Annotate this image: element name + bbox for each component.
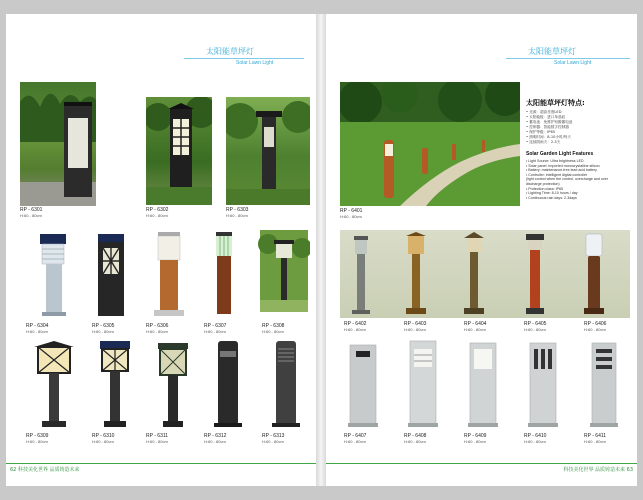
product-code: RP - 6405 (524, 321, 547, 327)
feature-item: • 保护等级：IP65 (526, 130, 556, 134)
product-label-6312 (204, 434, 226, 444)
product-code: RP - 6406 (584, 321, 607, 327)
product-height: H:60 - 80cm (262, 439, 284, 444)
product-code: RP - 6302 (146, 207, 169, 213)
feature-item: • 控制器：智能数字控制器 (526, 125, 569, 129)
lamp-6402 (352, 236, 370, 314)
feature-item: • 蓄电池：免维护铅酸蓄电池 (526, 120, 573, 124)
lamp-6410 (528, 343, 558, 427)
product-height: H:60 - 80cm (584, 327, 606, 332)
lamp-6308 (258, 230, 310, 312)
product-height: H:60 - 80cm (20, 213, 42, 218)
lamp-6404 (464, 232, 484, 314)
section-title-cn: 太阳能草坪灯 (528, 47, 576, 56)
product-height: H:60 - 80cm (26, 439, 48, 444)
photo-6301-illustration (20, 82, 96, 206)
product-code: RP - 6410 (524, 433, 547, 439)
feature-item: • Controller: intelligent digital controller (526, 172, 588, 177)
product-label-6309 (26, 434, 48, 444)
product-label-6410 (524, 434, 546, 444)
product-code: RP - 6303 (226, 207, 249, 213)
product-label-6301 (20, 208, 42, 218)
product-height: H:60 - 80cm (344, 327, 366, 332)
feature-item: • Battery: maintenance-free lead acid battery (526, 168, 597, 173)
product-code: RP - 6306 (146, 323, 169, 329)
lamp-6411 (590, 343, 618, 427)
feature-item: • Solar panel: Imported monocrystalline silicon (526, 163, 600, 168)
product-height: H:60 - 80cm (584, 439, 606, 444)
lamp-6310 (100, 341, 130, 427)
page-footer: 62 科技美化世界 品质铸造未来 (10, 467, 80, 473)
product-label-6406 (584, 322, 606, 332)
section-divider (506, 58, 630, 59)
product-height: H:60 - 80cm (464, 327, 486, 332)
product-code: RP - 6309 (26, 433, 49, 439)
lamp-6407 (348, 345, 378, 427)
product-label-6404 (464, 322, 486, 332)
product-height: H:60 - 80cm (92, 329, 114, 334)
product-code: RP - 6407 (344, 433, 367, 439)
product-height: H:60 - 80cm (404, 439, 426, 444)
photo-6303-illustration (226, 97, 310, 205)
product-height: H:60 - 80cm (524, 327, 546, 332)
product-label-6401 (340, 209, 362, 219)
product-row-3-illustrations (340, 339, 630, 431)
feature-item: • Light Source: Ultra brightness LED (526, 159, 584, 163)
product-row-2-illustrations (340, 230, 630, 318)
lamp-6406 (584, 234, 604, 314)
product-row-2-illustrations (20, 226, 310, 321)
product-label-6303 (226, 208, 248, 218)
product-height: H:60 - 80cm (204, 439, 226, 444)
product-label-6305 (92, 324, 114, 334)
product-code: RP - 6403 (404, 321, 427, 327)
product-row-3-illustrations (20, 339, 310, 431)
product-code: RP - 6305 (92, 323, 115, 329)
product-height: H:60 - 80cm (524, 439, 546, 444)
product-code: RP - 6411 (584, 433, 607, 439)
product-label-6302 (146, 208, 168, 218)
product-height: H:60 - 80cm (146, 329, 168, 334)
product-label-6409 (464, 434, 486, 444)
product-label-6311 (146, 434, 168, 444)
feature-item: • 太阳能板：进口单晶硅 (526, 115, 566, 119)
features-en-title: Solar Garden Light Features (526, 151, 594, 157)
product-label-6308 (262, 324, 284, 334)
product-label-6307 (204, 324, 226, 334)
lamp-6304 (40, 234, 66, 316)
product-code: RP - 6301 (20, 207, 43, 213)
product-height: H:60 - 80cm (404, 327, 426, 332)
product-photo-6301 (20, 82, 96, 206)
product-code: RP - 6312 (204, 433, 227, 439)
page-footer: 科技美化世界 品质铸造未来 63 (563, 467, 633, 473)
feature-item: • 光源：超高亮度LED (526, 110, 562, 114)
lamp-6305 (98, 234, 124, 316)
lamp-6312 (214, 341, 242, 427)
lamp-6307 (216, 232, 232, 314)
product-code: RP - 6308 (262, 323, 285, 329)
lamp-6403 (406, 232, 426, 314)
product-label-6310 (92, 434, 114, 444)
feature-item: • Continuous rain days: 2-3days (526, 195, 577, 200)
features-panel (526, 98, 634, 200)
product-label-6411 (584, 434, 606, 444)
feature-item: • 连续阴雨天：2-3天 (526, 140, 561, 144)
product-photo-6303 (226, 97, 310, 205)
lamp-6405 (526, 234, 544, 314)
product-photo-6302 (146, 97, 212, 205)
lamp-6313 (272, 341, 300, 427)
lamp-6311 (158, 343, 188, 427)
lamp-6309 (34, 341, 74, 427)
product-height: H:60 - 80cm (344, 439, 366, 444)
footer-divider (6, 463, 316, 464)
product-code: RP - 6402 (344, 321, 367, 327)
product-label-6306 (146, 324, 168, 334)
product-height: H:60 - 80cm (340, 214, 362, 219)
feature-item: • Lighting Time: 8-10 hours / day (526, 191, 578, 196)
feature-item: (light control when the control, overcharge and over (526, 177, 608, 182)
product-label-6304 (26, 324, 48, 334)
product-code: RP - 6304 (26, 323, 49, 329)
product-code: RP - 6313 (262, 433, 285, 439)
section-title-en: Solar Lawn Light (554, 60, 592, 66)
product-height: H:60 - 80cm (146, 439, 168, 444)
product-code: RP - 6408 (404, 433, 427, 439)
product-photo-6401 (340, 82, 520, 206)
product-label-6408 (404, 434, 426, 444)
product-height: H:60 - 80cm (26, 329, 48, 334)
product-height: H:60 - 80cm (204, 329, 226, 334)
section-divider (184, 58, 304, 59)
section-title-cn: 太阳能草坪灯 (206, 47, 254, 56)
features-en-list (526, 159, 634, 200)
product-label-6402 (344, 322, 366, 332)
feature-item: • 照明时间：8-10小时/每天 (526, 135, 571, 139)
product-code: RP - 6307 (204, 323, 227, 329)
catalog-page-left (6, 14, 316, 486)
product-code: RP - 6310 (92, 433, 115, 439)
product-height: H:60 - 80cm (262, 329, 284, 334)
product-code: RP - 6401 (340, 208, 363, 214)
product-height: H:60 - 80cm (226, 213, 248, 218)
product-label-6407 (344, 434, 366, 444)
product-height: H:60 - 80cm (464, 439, 486, 444)
lamp-6306 (154, 232, 184, 316)
feature-item: • Protection class: IP65 (526, 186, 564, 191)
book-spine (316, 14, 326, 486)
product-code: RP - 6409 (464, 433, 487, 439)
catalog-page-right (326, 14, 637, 486)
features-cn-title: 太阳能草坪灯特点: (526, 99, 585, 107)
product-label-6403 (404, 322, 426, 332)
footer-divider (326, 463, 637, 464)
product-height: H:60 - 80cm (146, 213, 168, 218)
features-cn-list (526, 110, 634, 145)
feature-item: discharge protection) (526, 181, 560, 186)
lamp-6409 (468, 343, 498, 427)
product-code: RP - 6311 (146, 433, 169, 439)
product-height: H:60 - 80cm (92, 439, 114, 444)
photo-6302-illustration (146, 97, 212, 205)
product-code: RP - 6404 (464, 321, 487, 327)
section-title-en: Solar Lawn Light (236, 60, 274, 66)
product-label-6405 (524, 322, 546, 332)
photo-6401-illustration (340, 82, 520, 206)
lamp-6408 (408, 341, 438, 427)
product-label-6313 (262, 434, 284, 444)
